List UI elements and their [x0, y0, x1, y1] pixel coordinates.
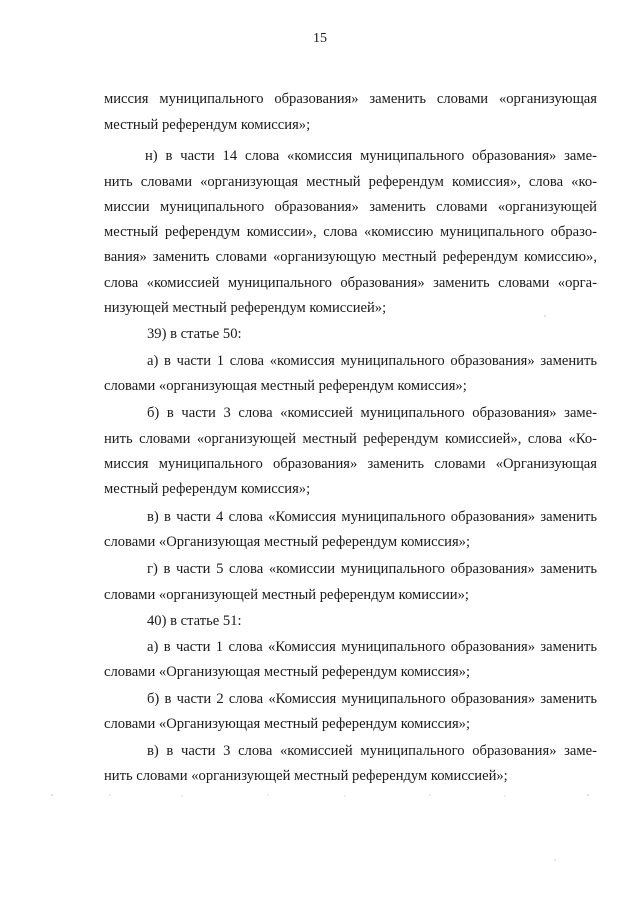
page-number: 15 [313, 31, 327, 46]
text-line: нить словами «организующей местный референдум комиссией»; [104, 768, 508, 784]
text-line: вания» заменить словами «организующую местный референдум комиссию», [104, 249, 597, 265]
text-line: нить словами «организующая местный референдум комиссия», слова «ко- [104, 174, 597, 190]
text-line: миссия муниципального образования» заменить словами «организующая [104, 91, 597, 107]
text-line: низующей местный референдум комиссией»; [104, 300, 387, 316]
text-line: б) в части 2 слова «Комиссия муниципального образования» заменить [147, 691, 597, 707]
text-line: миссия муниципального образования» заменить словами «Организующая [104, 456, 597, 472]
text-line: местный референдум комиссия»; [104, 117, 311, 133]
text-line: в) в части 3 слова «комиссией муниципального образования» заме- [147, 743, 597, 759]
text-line: г) в части 5 слова «комиссии муниципального образования» заменить [147, 561, 597, 577]
text-line: слова «комиссией муниципального образования» заменить словами «орга- [104, 275, 597, 291]
text-line: б) в части 3 слова «комиссией муниципального образования» заме- [147, 405, 597, 421]
text-line: миссии муниципального образования» заменить словами «организующей [104, 199, 597, 215]
text-line: словами «организующей местный референдум комиссии»; [104, 587, 469, 603]
text-line: словами «Организующая местный референдум комиссия»; [104, 534, 471, 550]
text-line: нить словами «организующей местный референдум комиссией», слова «Ко- [104, 431, 597, 447]
text-line: а) в части 1 слова «комиссия муниципального образования» заменить [147, 353, 597, 369]
text-line: в) в части 4 слова «Комиссия муниципального образования» заменить [147, 509, 597, 525]
text-line: местный референдум комиссия»; [104, 481, 311, 497]
text-line: словами «организующая местный референдум комиссия»; [104, 378, 467, 394]
text-line: словами «Организующая местный референдум комиссия»; [104, 664, 471, 680]
text-line: словами «Организующая местный референдум комиссия»; [104, 716, 471, 732]
text-line: н) в части 14 слова «комиссия муниципального образования» заме- [145, 148, 597, 164]
text-line: 39) в статье 50: [147, 326, 242, 342]
text-line: а) в части 1 слова «Комиссия муниципального образования» заменить [147, 639, 597, 655]
text-line: местный референдум комиссии», слова «комиссию муниципального образо- [104, 224, 597, 240]
text-line: 40) в статье 51: [147, 613, 242, 629]
